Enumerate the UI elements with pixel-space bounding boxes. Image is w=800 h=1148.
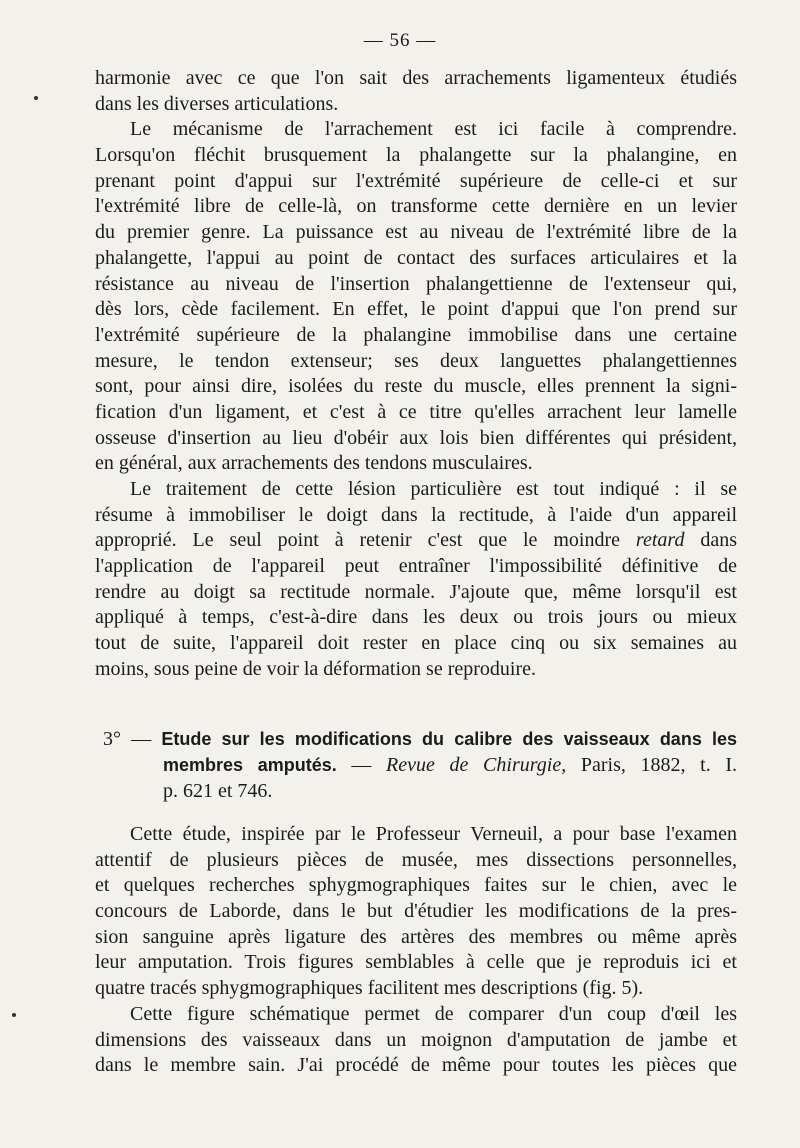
text-line: quatre tracés sphygmographiques facilitent mes descriptions (fig. 5). (95, 977, 644, 1000)
text-line: attentif de plusieurs pièces de musée, mes dissections personnelles, (95, 848, 737, 871)
entry-number: 3° (103, 728, 121, 750)
text-line-with-italic (95, 528, 737, 554)
text-line: sion sanguine après ligature des artères des membres ou même après (95, 925, 737, 948)
text-line: sont, pour ainsi dire, isolées du reste du muscle, elles prennent la signi- (95, 375, 737, 398)
text-fragment: dans (700, 529, 738, 552)
entry-title-line (95, 752, 737, 778)
text-line: Le traitement de cette lésion particulière est tout indiqué : il se (130, 478, 737, 500)
text-line: l'extrémité supérieure de la phalangine immobilise dans une certaine (95, 323, 737, 346)
journal-name: Revue de Chirurgie (386, 754, 562, 776)
text-line: harmonie avec ce que l'on sait des arrachements ligamenteux étudiés (95, 67, 737, 89)
text-line: Lorsqu'on fléchit brusquement la phalangette sur la phalangine, en (95, 144, 737, 167)
text-line: phalangette, l'appui au point de contact des surfaces articulaires et la (95, 246, 737, 269)
entry-title-line (95, 726, 737, 752)
text-fragment: approprié. Le seul point à retenir c'est que le moindre (95, 529, 620, 552)
journal-details: , Paris, 1882, t. I. (561, 754, 738, 776)
text-line: mesure, le tendon extenseur; ses deux languettes phalangettiennes (95, 349, 737, 372)
text-line: leur amputation. Trois figures semblables à celle que je reproduis ici et (95, 951, 737, 974)
text-line: concours de Laborde, dans le but d'étudier les modifications de la pres- (95, 900, 737, 923)
text-line: dans le membre sain. J'ai procédé de même pour toutes les pièces que (95, 1054, 737, 1077)
text-line: résistance au niveau de l'insertion phalangettienne de l'extenseur qui, (95, 272, 737, 295)
text-line: rendre au doigt sa rectitude normale. J'ajoute que, même lorsqu'il est (95, 580, 737, 603)
paragraph-block-vaisseaux (95, 822, 737, 1079)
text-line: et quelques recherches sphygmographiques faites sur le chien, avec le (95, 874, 737, 897)
text-line: Le mécanisme de l'arrachement est ici facile à comprendre. (130, 118, 737, 141)
text-line: osseuse d'insertion au lieu d'obéir aux lois bien différentes qui président, (95, 426, 737, 449)
entry-title-part: Etude sur les modifications du calibre des vaisseaux dans les (161, 729, 738, 749)
text-line: tout de suite, l'appareil doit rester en place cinq ou six semaines au (95, 632, 737, 655)
scan-speck (34, 96, 38, 100)
bibliography-entry (95, 726, 737, 804)
paragraph-block-arrachement (95, 66, 737, 683)
text-line: dimensions des vaisseaux dans un moignon d'amputation de jambe et (95, 1028, 737, 1051)
text-line: du premier genre. La puissance est au niveau de l'extrémité libre de la (95, 221, 737, 244)
entry-pages: p. 621 et 746. (163, 780, 273, 802)
text-line: l'extrémité libre de celle-là, on transforme cette dernière en un levier (95, 195, 737, 218)
page-number: — 56 — (363, 30, 437, 51)
entry-title-part: membres amputés. (163, 755, 337, 775)
scan-speck (12, 1013, 16, 1017)
text-line: prenant point d'appui sur l'extrémité supérieure de celle-ci et sur (95, 169, 737, 192)
text-line: en général, aux arrachements des tendons musculaires. (95, 452, 533, 475)
italic-word-retard: retard (635, 529, 685, 552)
text-line: dans les diverses articulations. (95, 92, 339, 115)
text-line: Cette étude, inspirée par le Professeur Verneuil, a pour base l'examen (130, 823, 737, 845)
text-line: appliqué à temps, c'est-à-dire dans les deux ou trois jours ou mieux (95, 606, 737, 629)
text-line: résume à immobiliser le doigt dans la rectitude, à l'aide d'un appareil (95, 503, 737, 526)
text-line: moins, sous peine de voir la déformation se reproduire. (95, 657, 536, 680)
entry-dash: — (131, 728, 152, 750)
text-line: dès lors, cède facilement. En effet, le point d'appui que l'on prend sur (95, 298, 737, 321)
entry-source-dash: — (351, 754, 372, 776)
text-line: fication d'un ligament, et c'est à ce titre qu'elles arrachent leur lamelle (95, 400, 737, 423)
text-line: Cette figure schématique permet de comparer d'un coup d'œil les (130, 1002, 737, 1025)
text-line: l'application de l'appareil peut entraîner l'impossibilité définitive de (95, 555, 737, 578)
